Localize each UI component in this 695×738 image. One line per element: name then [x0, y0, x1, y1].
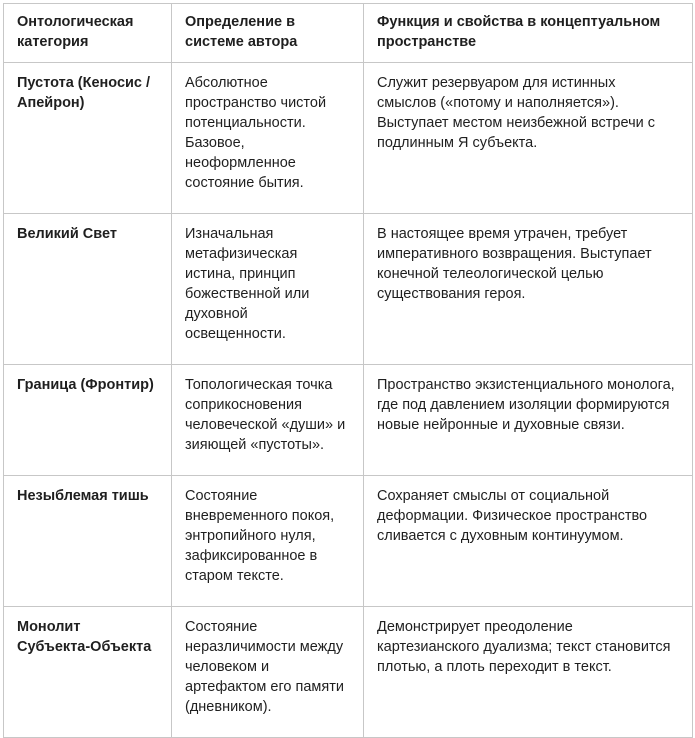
ontology-table-container: [3, 3, 692, 738]
function-cell: Сохраняет смыслы от социальной деформации. Физическое пространство сливается с духовным континуумом.: [364, 476, 693, 607]
table-row: [4, 63, 693, 214]
ontology-table: [3, 3, 693, 738]
category-cell: Пустота (Кеносис / Апейрон): [4, 63, 172, 214]
definition-cell: Изначальная метафизическая истина, принцип божественной или духовной освещенности.: [172, 214, 364, 365]
header-function: Функция и свойства в концептуальном пространстве: [364, 4, 693, 63]
function-cell: Пространство экзистенциального монолога, где под давлением изоляции формируются новые нейронные и духовные связи.: [364, 365, 693, 476]
function-cell: Служит резервуаром для истинных смыслов («потому и наполняется»). Выступает местом неизбежной встречи с подлинным Я субъекта.: [364, 63, 693, 214]
category-cell: Граница (Фронтир): [4, 365, 172, 476]
definition-cell: Состояние вневременного покоя, энтропийного нуля, зафиксированное в старом тексте.: [172, 476, 364, 607]
definition-cell: Абсолютное пространство чистой потенциальности. Базовое, неоформленное состояние бытия.: [172, 63, 364, 214]
header-category: Онтологическая категория: [4, 4, 172, 63]
header-definition: Определение в системе автора: [172, 4, 364, 63]
definition-cell: Состояние неразличимости между человеком и артефактом его памяти (дневником).: [172, 607, 364, 738]
category-cell: Великий Свет: [4, 214, 172, 365]
category-cell: Незыблемая тишь: [4, 476, 172, 607]
function-cell: В настоящее время утрачен, требует императивного возвращения. Выступает конечной телеологической целью существования героя.: [364, 214, 693, 365]
table-row: [4, 476, 693, 607]
category-cell: Монолит Субъекта-Объекта: [4, 607, 172, 738]
table-row: [4, 214, 693, 365]
function-cell: Демонстрирует преодоление картезианского дуализма; текст становится плотью, а плоть переходит в текст.: [364, 607, 693, 738]
table-row: [4, 365, 693, 476]
definition-cell: Топологическая точка соприкосновения человеческой «души» и зияющей «пустоты».: [172, 365, 364, 476]
table-header-row: [4, 4, 693, 63]
table-row: [4, 607, 693, 738]
